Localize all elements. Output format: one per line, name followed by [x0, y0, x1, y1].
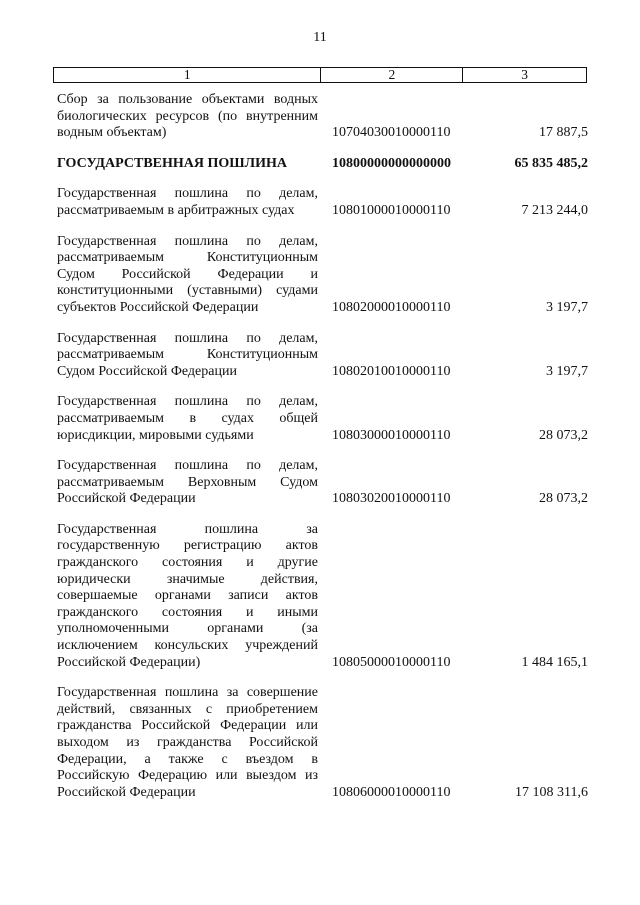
- column-header-3: 3: [463, 68, 587, 83]
- row-amount: 28 073,2: [539, 427, 588, 443]
- row-code: 10805000010000110: [332, 654, 451, 670]
- row-name: Государственная пошлина по делам, рассматриваемым Конституционным Судом Российской Федерации и конституционными (уставными) судами субъектов Российской Федерации: [57, 233, 318, 315]
- row-code: 10802010010000110: [332, 363, 451, 379]
- table-row: [0, 522, 640, 671]
- row-name: Сбор за пользование объектами водных биологических ресурсов (по внутренним водным объектам): [57, 92, 318, 141]
- row-name: Государственная пошлина по делам, рассматриваемым в арбитражных судах: [57, 186, 318, 218]
- row-code: 10803000010000110: [332, 427, 451, 443]
- column-header-table: [53, 67, 587, 83]
- table-row: [0, 186, 640, 219]
- table-row: [0, 394, 640, 444]
- row-name: Государственная пошлина по делам, рассматриваемым Верховным Судом Российской Федерации: [57, 458, 318, 507]
- row-code: 10801000010000110: [332, 202, 451, 218]
- table-row: [0, 156, 640, 173]
- row-code: 10806000010000110: [332, 784, 451, 800]
- row-amount: 3 197,7: [546, 363, 588, 379]
- row-code: 10803020010000110: [332, 491, 451, 507]
- row-code: 10802000010000110: [332, 299, 451, 315]
- row-name: Государственная пошлина за государственную регистрацию актов гражданского состояния и другие юридически значимые действия, совершаемые органами записи актов гражданского состояния и иными уполномоченными органами (за исключением консульских учреждений Российской Федерации): [57, 521, 318, 670]
- budget-rows: [0, 92, 640, 815]
- table-row: [0, 331, 640, 381]
- table-row: [0, 234, 640, 317]
- row-amount: 1 484 165,1: [521, 654, 588, 670]
- table-row: [0, 685, 640, 801]
- column-header-row: [54, 68, 587, 83]
- table-row: [0, 458, 640, 508]
- page-number: 11: [313, 30, 327, 45]
- row-name: Государственная пошлина за совершение действий, связанных с приобретением гражданства Российской Федерации или выходом из гражданства Российской Федерации, а также с въездом в Российскую Федерацию или выездом из Российской Федерации: [57, 685, 318, 800]
- row-name: Государственная пошлина по делам, рассматриваемым Конституционным Судом Российской Федерации: [57, 330, 318, 379]
- row-amount: 17 887,5: [539, 125, 588, 141]
- row-amount: 28 073,2: [539, 491, 588, 507]
- row-amount: 17 108 311,6: [515, 784, 588, 800]
- row-name: ГОСУДАРСТВЕННАЯ ПОШЛИНА: [57, 155, 287, 171]
- row-name: Государственная пошлина по делам, рассматриваемым в судах общей юрисдикции, мировыми судьями: [57, 394, 318, 443]
- row-code: 10800000000000000: [332, 155, 451, 171]
- row-code: 10704030010000110: [332, 125, 451, 141]
- column-header-2: 2: [321, 68, 463, 83]
- row-amount: 3 197,7: [546, 299, 588, 315]
- column-header-1: 1: [54, 68, 321, 83]
- row-amount: 65 835 485,2: [514, 155, 588, 171]
- row-amount: 7 213 244,0: [521, 202, 588, 218]
- table-row: [0, 92, 640, 142]
